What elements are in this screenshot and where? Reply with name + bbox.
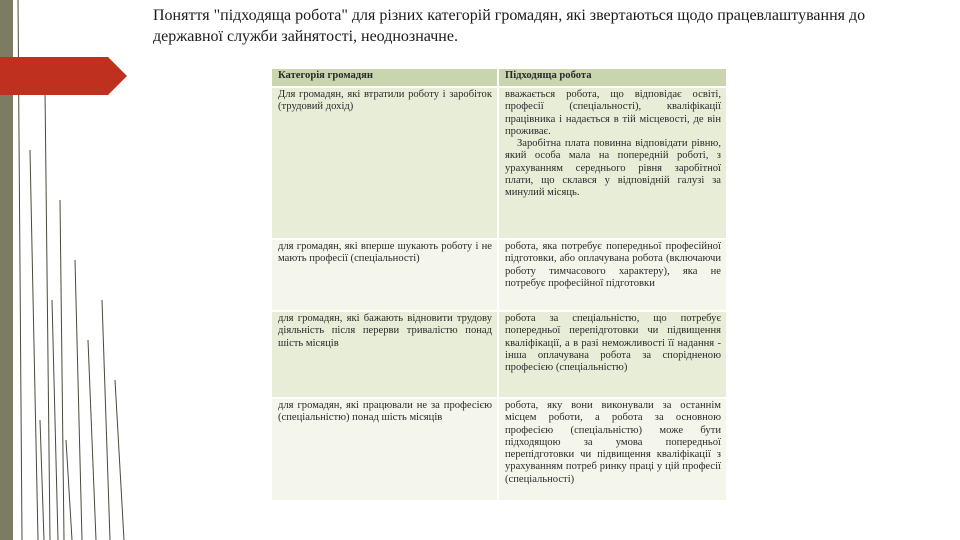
table-header-row: [271, 68, 727, 87]
category-cell: Для громадян, які втратили роботу і заробіток (трудовий дохід): [271, 87, 498, 239]
work-cell: робота, яку вони виконували за останнім місцем роботи, а робота за основною професією (спеціальністю) може бути підходящою за умова попередньої перепідготовки чи підвищення кваліфікації з урахуванням потреб ринку праці у цій професії (спеціальності): [498, 398, 727, 501]
category-cell: для громадян, які вперше шукають роботу і не мають професії (спеціальності): [271, 239, 498, 311]
table-row: [271, 398, 727, 501]
table-row: [271, 239, 727, 311]
work-text-extra: Заробітна плата повинна відповідати рівню, який особа мала на попередній роботі, з урахуванням середнього рівня заробітної плати, що склався у відповідній галузі за минулий місяць.: [505, 138, 721, 199]
category-cell: для громадян, які бажають відновити трудову діяльність після перерви тривалістю понад шість місяців: [271, 311, 498, 398]
category-cell: для громадян, які працювали не за професією (спеціальністю) понад шість місяців: [271, 398, 498, 501]
header-category: Категорія громадян: [271, 68, 498, 87]
work-cell: робота за спеціальністю, що потребує попередньої перепідготовки чи підвищення кваліфікації, а в разі неможливості її надання - інша оплачувана робота за спорідненою професією (спеціальністю): [498, 311, 727, 398]
page-title: Поняття "підходяща робота" для різних категорій громадян, які звертаються щодо працевлаштування до державної служби зайнятості, неоднозначне.: [153, 7, 866, 45]
work-cell: робота, яка потребує попередньої професійної підготовки, або оплачувана робота (включаючи роботу тимчасового характеру), яка не потребує професійної підготовки: [498, 239, 727, 311]
work-cell: [498, 87, 727, 239]
header-suitable-work: Підходяща робота: [498, 68, 727, 87]
title-marker-tab: [0, 57, 127, 95]
employment-table: [270, 67, 726, 502]
work-text: вважається робота, що відповідає освіті, професії (спеціальності), кваліфікації працівника і надається в тій місцевості, де він проживає.: [505, 89, 721, 137]
table-row: [271, 87, 727, 239]
table-row: [271, 311, 727, 398]
